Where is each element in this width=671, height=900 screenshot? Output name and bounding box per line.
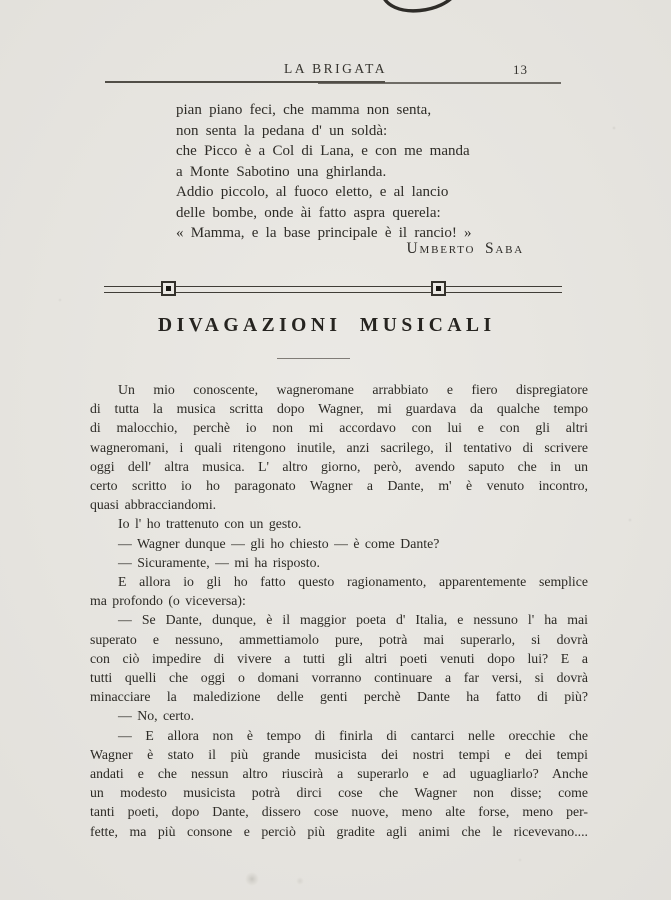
title-underline-rule bbox=[277, 358, 350, 359]
paragraph bbox=[90, 514, 588, 533]
section-divider bbox=[104, 281, 562, 298]
paragraph bbox=[90, 380, 588, 514]
text-line: tanti poeti, dopo Dante, dissero cose nuove, meno alte forse, meno per- bbox=[90, 804, 588, 820]
text-line: ma profondo (o viceversa): bbox=[90, 593, 246, 609]
paragraph bbox=[90, 553, 588, 572]
poem-line: Addio piccolo, al fuoco eletto, e al lancio bbox=[176, 184, 449, 200]
article-title: DIVAGAZIONI MUSICALI bbox=[158, 315, 496, 336]
poem-line: « Mamma, e la base principale è il rancio! » bbox=[176, 225, 472, 241]
ornament-inner-square bbox=[166, 286, 171, 291]
text-line: oggi dell' altra musica. L' altro giorno, però, avendo saputo che in un bbox=[90, 458, 588, 474]
text-line: quasi abbracciandomi. bbox=[90, 497, 217, 513]
divider-square-ornament bbox=[431, 281, 446, 296]
text-line: wagneromani, i quali ritengono inutile, anzi sacrilego, il tentativo di scrivere bbox=[90, 439, 588, 455]
text-line: — Sicuramente, — mi ha risposto. bbox=[118, 554, 320, 570]
text-line: di malocchio, perchè io non mi accordavo con lui e con gli altri bbox=[90, 420, 588, 436]
text-line: di tutta la musica scritta dopo Wagner, mi guardava da qualche tempo bbox=[90, 401, 588, 417]
text-line: tutti quelli che oggi o domani vorranno continuare a far versi, si dovrà bbox=[90, 670, 588, 686]
paragraph bbox=[90, 726, 588, 841]
text-line: andati e che nessun altro riuscirà a superarlo e ad uguagliarlo? Anche bbox=[90, 766, 588, 782]
ornament-inner-square bbox=[436, 286, 441, 291]
poem-line: pian piano feci, che mamma non senta, bbox=[176, 102, 432, 118]
text-line: minacciare la maledizione delle genti perchè Dante ha fatto di più? bbox=[90, 689, 588, 705]
paragraph bbox=[90, 610, 588, 706]
text-line: superato e nessuno, ammettiamolo pure, potrà mai superarlo, si dovrà bbox=[90, 631, 588, 647]
poem-line: delle bombe, onde ài fatto aspra querela: bbox=[176, 204, 441, 221]
poem-author-signature: Umberto Saba bbox=[406, 240, 524, 257]
text-line: — E allora non è tempo di finirla di cantarci nelle orecchie che bbox=[118, 727, 588, 743]
poem-line: che Picco è a Col di Lana, e con me manda bbox=[176, 143, 470, 159]
text-line: certo scritto io ho paragonato Wagner a Dante, m' è venuto incontro, bbox=[90, 478, 588, 494]
text-line: con ciò impedire di vivere a tutti gli altri poeti venuti dopo lui? E a bbox=[90, 650, 588, 666]
text-line: E allora io gli ho fatto questo ragionamento, apparentemente semplice bbox=[118, 574, 588, 590]
article-body bbox=[90, 380, 588, 841]
text-line: Io l' ho trattenuto con un gesto. bbox=[118, 516, 302, 532]
text-line: — Se Dante, dunque, è il maggior poeta d' Italia, e nessuno l' ha mai bbox=[118, 612, 588, 628]
text-line: Wagner è stato il più grande musicista dei nostri tempi e dei tempi bbox=[90, 746, 588, 762]
page-number: 13 bbox=[513, 62, 528, 77]
paragraph bbox=[90, 706, 588, 725]
text-line: — Wagner dunque — gli ho chiesto — è come Dante? bbox=[118, 535, 440, 551]
journal-title: LA BRIGATA bbox=[283, 61, 388, 76]
text-line: Un mio conoscente, wagneromane arrabbiato e fiero dispregiatore bbox=[118, 382, 588, 397]
poem-line: non senta la pedana d' un soldà: bbox=[176, 122, 388, 139]
divider-square-ornament bbox=[161, 281, 176, 296]
text-line: un modesto musicista potrà dirci cose che Wagner non disse; come bbox=[90, 785, 588, 801]
paragraph bbox=[90, 534, 588, 553]
header-rule-segment bbox=[318, 82, 561, 84]
paragraph bbox=[90, 572, 588, 610]
text-line: fette, ma più consone e perciò più gradite agli animi che le ricevevano.... bbox=[90, 823, 588, 839]
poem-block bbox=[176, 100, 472, 244]
text-line: — No, certo. bbox=[118, 708, 195, 724]
poem-line: a Monte Sabotino una ghirlanda. bbox=[176, 163, 387, 180]
scan-artifact-arc bbox=[374, 0, 470, 16]
